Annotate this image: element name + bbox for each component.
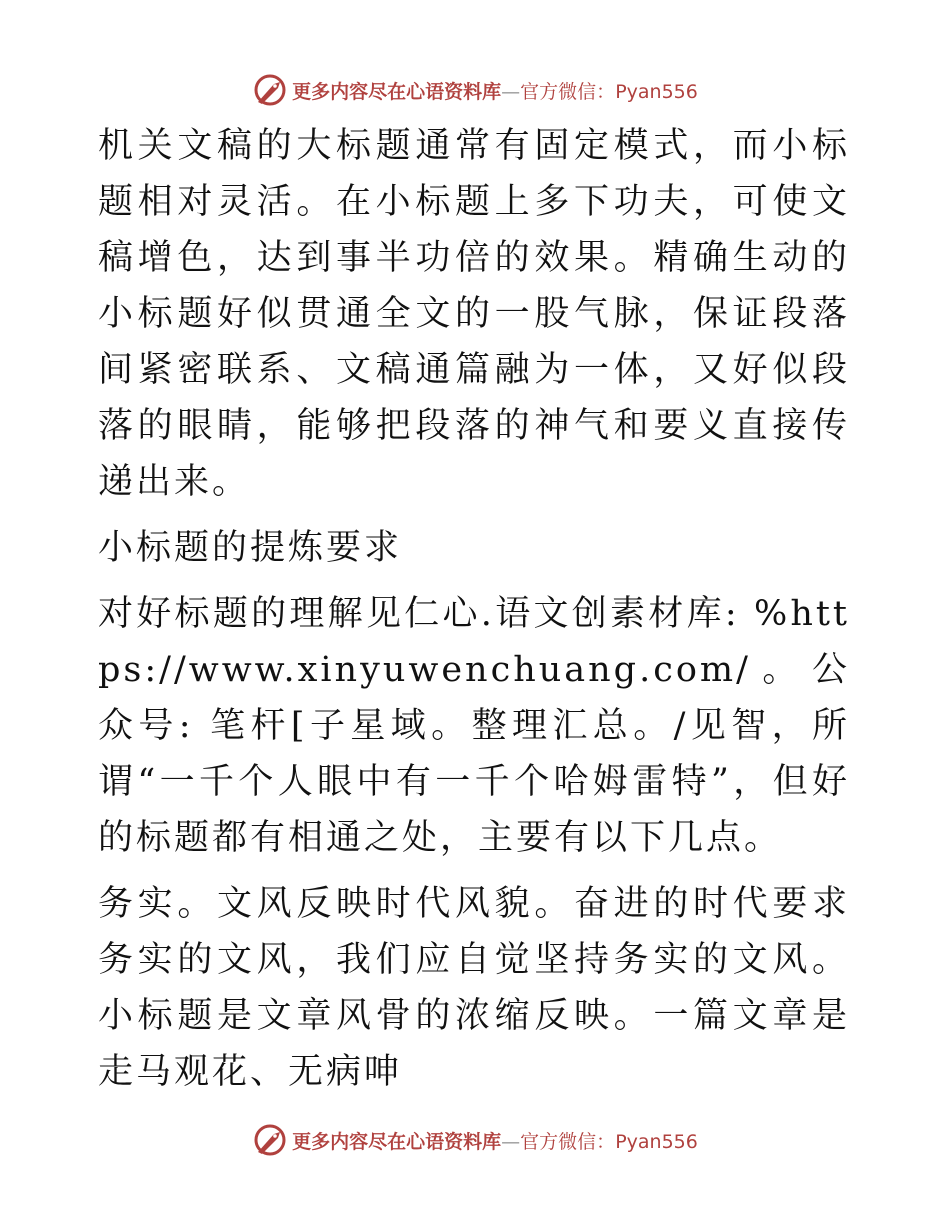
banner-separator: — xyxy=(501,1130,521,1153)
banner-wechat-label: 官方微信： xyxy=(520,1130,616,1153)
footer-banner xyxy=(0,1120,950,1160)
header-banner xyxy=(0,70,950,110)
banner-separator: — xyxy=(501,80,521,103)
paragraph-understanding: 对好标题的理解见仁心.语文创素材库: %https://www.xinyuwenchuang.com/。公众号: 笔杆[子星域。整理汇总。/见智，所谓“一千个人眼中有一千个哈姆雷特”，但好的标题都有相通之处，主要有以下几点。 xyxy=(98,594,850,858)
paragraph-intro: 机关文稿的大标题通常有固定模式，而小标题相对灵活。在小标题上多下功夫，可使文稿增色，达到事半功倍的效果。精确生动的小标题好似贯通全文的一股气脉，保证段落间紧密联系、文稿通篇融为一体，又好似段落的眼睛，能够把段落的神气和要义直接传递出来。 xyxy=(98,126,850,502)
banner-main-text: 更多内容尽在心语资料库 xyxy=(292,1130,502,1153)
banner-text xyxy=(292,77,698,104)
banner-wechat-id: Pyan556 xyxy=(615,80,698,103)
banner-wechat-label: 官方微信： xyxy=(520,80,616,103)
banner-text xyxy=(292,1127,698,1154)
pen-nib-logo-icon xyxy=(252,1122,288,1158)
paragraph-practical: 务实。文风反映时代风貌。奋进的时代要求务实的文风，我们应自觉坚持务实的文风。小标题是文章风骨的浓缩反映。一篇文章是走马观花、无病呻 xyxy=(98,884,850,1092)
section-heading: 小标题的提炼要求 xyxy=(98,528,403,568)
document-body xyxy=(98,118,850,1110)
banner-wechat-id: Pyan556 xyxy=(615,1130,698,1153)
pen-nib-logo-icon xyxy=(252,72,288,108)
banner-main-text: 更多内容尽在心语资料库 xyxy=(292,80,502,103)
